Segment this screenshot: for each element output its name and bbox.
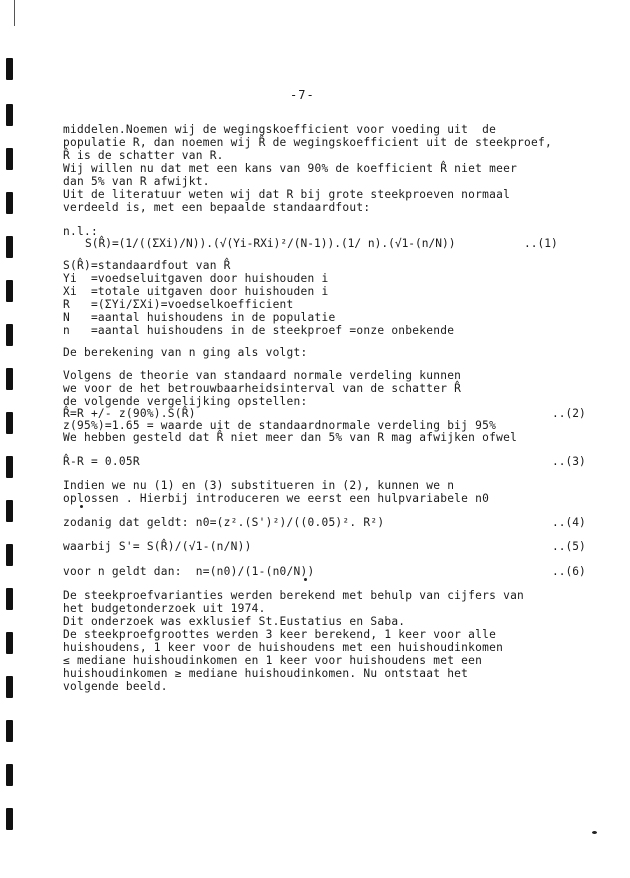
page-number: -7-: [290, 88, 315, 102]
binding-hole: [6, 148, 13, 170]
formula-1-prefix: n.l.:: [63, 225, 98, 238]
binding-hole: [6, 58, 13, 80]
binding-hole: [6, 632, 13, 654]
binding-hole: [6, 544, 13, 566]
scan-speck: [304, 578, 307, 581]
binding-hole: [6, 456, 13, 478]
formula-3-expression: R̂-R = 0.05R: [63, 455, 140, 468]
scan-speck: [80, 505, 83, 508]
binding-hole: [6, 280, 13, 302]
closing-line: De steekproefgroottes werden 3 keer berekend, 1 keer voor alle: [63, 628, 497, 641]
scan-speck: [592, 831, 597, 834]
binding-hole: [6, 588, 13, 610]
binding-hole: [6, 720, 13, 742]
closing-line: het budgetonderzoek uit 1974.: [63, 602, 266, 615]
closing-line: huishoudens, 1 keer voor de huishoudens met een huishoudinkomen: [63, 641, 504, 654]
binding-hole: [6, 764, 13, 786]
definition-line: Xi =totale uitgaven door huishouden i: [63, 285, 329, 298]
formula-2-expression: R̂=R +/- z(90%).S(R̂): [63, 407, 196, 420]
definition-line: R =(ΣYi/ΣXi)=voedselkoefficient: [63, 298, 294, 311]
binding-hole: [6, 236, 13, 258]
closing-line: ≤ mediane huishoudinkomen en 1 keer voor huishoudens met een: [63, 654, 483, 667]
intro-line: R̂ is de schatter van R.: [63, 149, 224, 162]
theory-line: we voor de het betrouwbaarheidsinterval van de schatter R̂: [63, 382, 462, 395]
substitute-line: Indien we nu (1) en (3) substitueren in (2), kunnen we n: [63, 479, 455, 492]
closing-line: De steekproefvarianties werden berekend met behulp van cijfers van: [63, 589, 525, 602]
closing-line: volgende beeld.: [63, 680, 168, 693]
z-value-line: z(95%)=1.65 = waarde uit de standaardnormale verdeling bij 95%: [63, 419, 497, 432]
formula-3-number: ..(3): [552, 455, 586, 468]
intro-line: populatie R, dan noemen wij R̂ de wegingskoefficient uit de steekproef,: [63, 136, 552, 149]
closing-line: Dit onderzoek was exklusief St.Eustatius en Saba.: [63, 615, 406, 628]
formula-4-number: ..(4): [552, 516, 586, 529]
binding-hole: [6, 676, 13, 698]
binding-holes: [6, 0, 16, 878]
substitute-line: oplossen . Hierbij introduceren we eerst een hulpvariabele n0: [63, 492, 490, 505]
intro-line: middelen.Noemen wij de wegingskoefficient voor voeding uit de: [63, 123, 497, 136]
formula-5-expression: waarbij S'= S(R̂)/(√1-(n/N)): [63, 540, 252, 553]
theory-line: Volgens de theorie van standaard normale verdeling kunnen: [63, 369, 462, 382]
binding-hole: [6, 368, 13, 390]
binding-hole: [6, 412, 13, 434]
formula-5-number: ..(5): [552, 540, 586, 553]
intro-line: dan 5% van R afwijkt.: [63, 175, 210, 188]
calculation-heading: De berekening van n ging als volgt:: [63, 346, 308, 359]
binding-hole: [6, 192, 13, 214]
formula-6-expression: voor n geldt dan: n=(n0)/(1-(n0/N)): [63, 565, 315, 578]
intro-line: Uit de literatuur weten wij dat R bij grote steekproeven normaal: [63, 188, 511, 201]
closing-line: huishoudinkomen ≥ mediane huishoudinkomen. Nu ontstaat het: [63, 667, 469, 680]
formula-6-number: ..(6): [552, 565, 586, 578]
formula-4-expression: zodanig dat geldt: n0=(z².(S')²)/((0.05)². R²): [63, 516, 385, 529]
binding-hole: [6, 808, 13, 830]
assumption-line: We hebben gesteld dat R̂ niet meer dan 5% van R mag afwijken ofwel: [63, 431, 518, 444]
formula-2-number: ..(2): [552, 407, 586, 420]
binding-hole: [6, 104, 13, 126]
definition-line: S(R̂)=standaardfout van R̂: [63, 259, 231, 272]
binding-hole: [6, 324, 13, 346]
intro-line: verdeeld is, met een bepaalde standaardfout:: [63, 201, 371, 214]
formula-1-expression: S(R̂)=(1/((ΣXi)/N)).(√(Yi-RXi)²/(N-1)).(1/ n).(√1-(n/N)): [85, 237, 456, 250]
definition-line: n =aantal huishoudens in de steekproef =onze onbekende: [63, 324, 455, 337]
formula-1-number: ..(1): [524, 237, 558, 250]
theory-line: de volgende vergelijking opstellen:: [63, 395, 308, 408]
definition-line: Yi =voedseluitgaven door huishouden i: [63, 272, 329, 285]
definition-line: N =aantal huishoudens in de populatie: [63, 311, 336, 324]
binding-hole: [6, 500, 13, 522]
intro-line: Wij willen nu dat met een kans van 90% de koefficient R̂ niet meer: [63, 162, 518, 175]
